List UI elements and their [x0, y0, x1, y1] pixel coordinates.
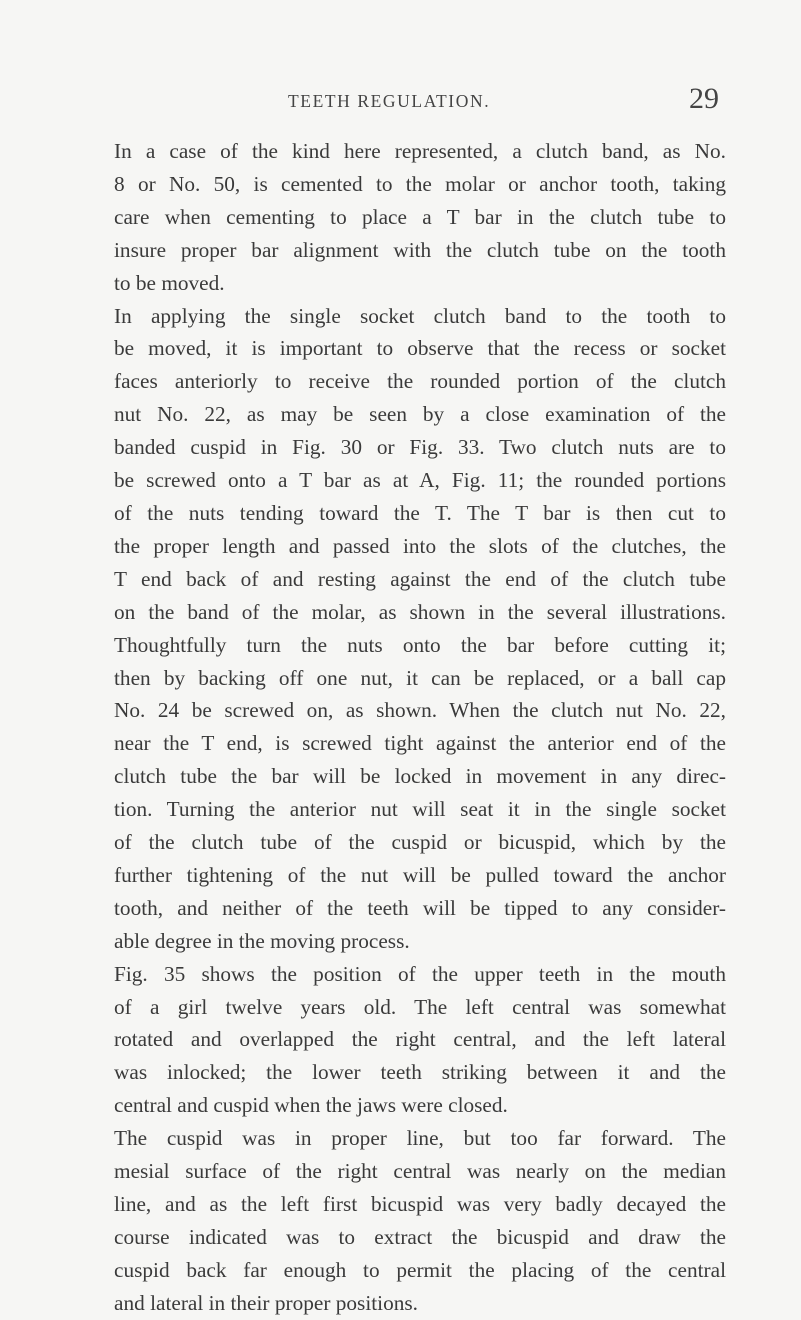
text-line: mesial surface of the right central was nearly on the median — [114, 1159, 726, 1184]
running-head — [0, 82, 801, 128]
text-line: insure proper bar alignment with the clutch tube on the tooth — [114, 237, 726, 262]
text-line: able degree in the moving process. — [114, 928, 410, 953]
text-line: of the nuts tending toward the T. The T bar is then cut to — [114, 500, 726, 525]
text-line: tion. Turning the anterior nut will seat it in the single socket — [114, 797, 726, 822]
text-line: then by backing off one nut, it can be replaced, or a ball cap — [114, 665, 726, 690]
text-line: banded cuspid in Fig. 30 or Fig. 33. Two clutch nuts are to — [114, 435, 726, 460]
page-number: 29 — [689, 82, 719, 115]
text-line: nut No. 22, as may be seen by a close examination of the — [114, 402, 726, 427]
text-line: be moved, it is important to observe that the recess or socket — [114, 336, 726, 361]
text-line: T end back of and resting against the end of the clutch tube — [114, 566, 726, 591]
text-line: clutch tube the bar will be locked in movement in any direc- — [114, 764, 726, 789]
text-line: near the T end, is screwed tight against the anterior end of the — [114, 731, 726, 756]
text-line: Thoughtfully turn the nuts onto the bar before cutting it; — [114, 632, 726, 657]
text-line: be screwed onto a T bar as at A, Fig. 11; the rounded portions — [114, 468, 726, 493]
text-line: tooth, and neither of the teeth will be tipped to any consider- — [114, 895, 726, 920]
body-text — [114, 135, 726, 1320]
text-line: central and cuspid when the jaws were closed. — [114, 1093, 508, 1118]
text-line: line, and as the left first bicuspid was very badly decayed the — [114, 1192, 726, 1216]
text-line: 8 or No. 50, is cemented to the molar or anchor tooth, taking — [114, 171, 726, 196]
text-line: the proper length and passed into the slots of the clutches, the — [114, 533, 726, 558]
text-line: The cuspid was in proper line, but too far forward. The — [114, 1126, 726, 1151]
text-line: and lateral in their proper positions. — [114, 1290, 418, 1315]
text-line: No. 24 be screwed on, as shown. When the clutch nut No. 22, — [114, 698, 726, 723]
text-line: course indicated was to extract the bicuspid and draw the — [114, 1224, 726, 1249]
text-line: of the clutch tube of the cuspid or bicuspid, which by the — [114, 830, 726, 855]
text-line: rotated and overlapped the right central, and the left lateral — [114, 1027, 726, 1052]
text-line: care when cementing to place a T bar in the clutch tube to — [114, 204, 726, 229]
text-line: Fig. 35 shows the position of the upper teeth in the mouth — [114, 961, 726, 986]
text-line: In a case of the kind here represented, a clutch band, as No. — [114, 139, 726, 163]
running-title: TEETH REGULATION. — [288, 91, 491, 111]
text-line: In applying the single socket clutch band to the tooth to — [114, 303, 726, 328]
text-line: further tightening of the nut will be pulled toward the anchor — [114, 862, 726, 887]
text-line: faces anteriorly to receive the rounded portion of the clutch — [114, 369, 726, 394]
text-line: on the band of the molar, as shown in the several illustrations. — [114, 599, 726, 624]
text-line: of a girl twelve years old. The left central was somewhat — [114, 994, 726, 1019]
text-line: was inlocked; the lower teeth striking between it and the — [114, 1060, 726, 1085]
text-line: cuspid back far enough to permit the placing of the central — [114, 1257, 726, 1282]
text-line: to be moved. — [114, 270, 225, 295]
